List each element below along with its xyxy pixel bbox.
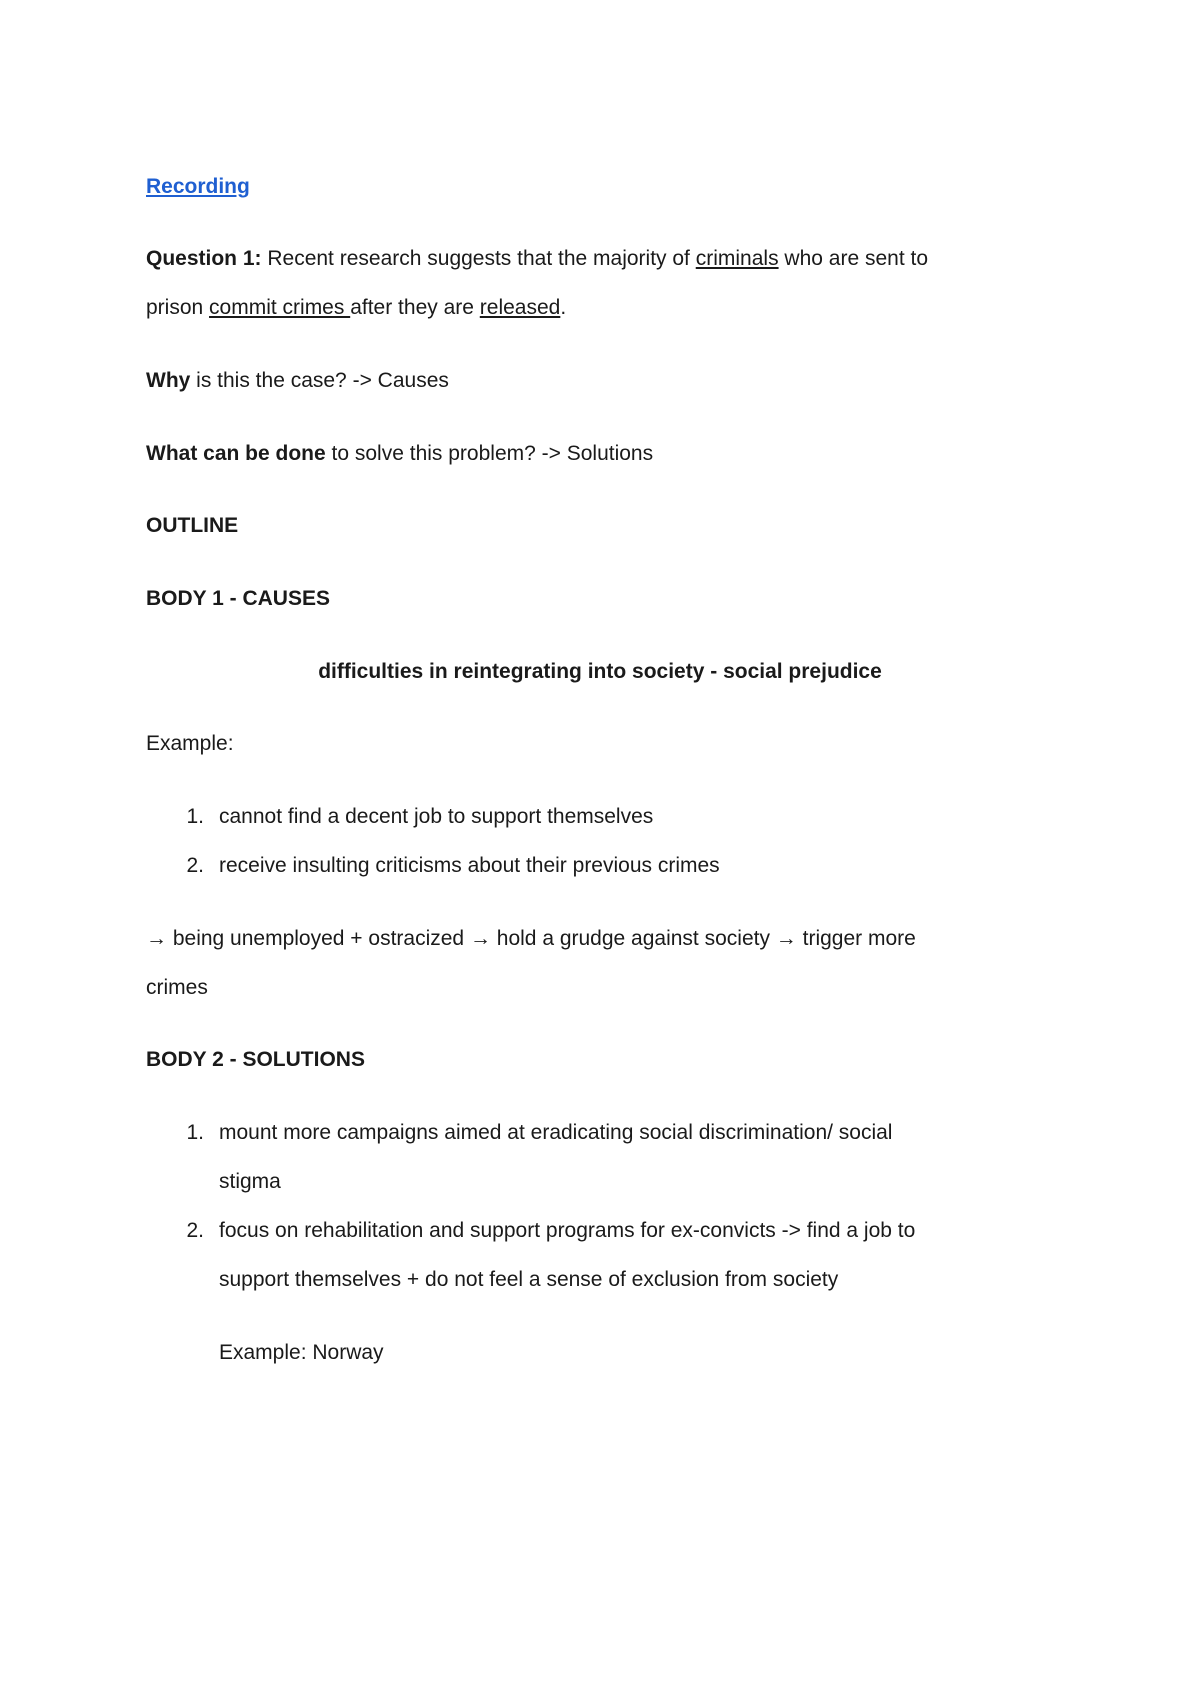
body2-list-item-line: mount more campaigns aimed at eradicating social discrimination/ social [219, 1121, 893, 1144]
question-underline-released: released [479, 296, 561, 319]
outline-heading: OUTLINE [146, 514, 239, 537]
question-line-2 [146, 295, 566, 321]
body1-chain-line-2: crimes [146, 976, 208, 999]
recording-link[interactable]: Recording [146, 175, 250, 198]
body1-list-item: cannot find a decent job to support themselves [219, 805, 654, 828]
question-underline-commit-crimes: commit crimes [209, 296, 351, 319]
body1-list-item: receive insulting criticisms about their previous crimes [219, 854, 720, 877]
question-text-2b: after they are [350, 296, 480, 319]
body1-chain-line-1: → being unemployed + ostracized → hold a grudge against society → trigger more [146, 927, 916, 950]
question-underline-criminals: criminals [695, 247, 779, 270]
what-bold: What can be done [146, 442, 326, 465]
body2-list-item-line: focus on rehabilitation and support programs for ex-convicts -> find a job to [219, 1219, 916, 1242]
body2-item-number: 2. [186, 1219, 204, 1242]
question-label: Question 1: [146, 247, 262, 270]
body1-item-number: 2. [186, 854, 204, 877]
question-text-1a: Recent research suggests that the majority of [261, 247, 696, 270]
why-line [146, 368, 449, 394]
body2-list-item-line: support themselves + do not feel a sense of exclusion from society [219, 1268, 839, 1291]
what-line [146, 441, 653, 467]
body1-example-label: Example: [146, 732, 234, 755]
why-rest: is this the case? -> Causes [190, 369, 449, 392]
question-text-2a: prison [146, 296, 210, 319]
why-bold: Why [146, 369, 191, 392]
body2-list-item-line: stigma [219, 1170, 281, 1193]
body2-item-number: 1. [186, 1121, 204, 1144]
body2-example: Example: Norway [219, 1341, 384, 1364]
body1-heading: BODY 1 - CAUSES [146, 587, 330, 610]
recording-line [146, 174, 250, 200]
body2-heading: BODY 2 - SOLUTIONS [146, 1048, 365, 1071]
body1-main-idea: difficulties in reintegrating into society - social prejudice [318, 660, 882, 683]
question-text-1b: who are sent to [778, 247, 928, 270]
body1-item-number: 1. [186, 805, 204, 828]
what-rest: to solve this problem? -> Solutions [325, 442, 654, 465]
question-text-2c: . [560, 296, 567, 319]
question-line-1 [146, 246, 928, 272]
